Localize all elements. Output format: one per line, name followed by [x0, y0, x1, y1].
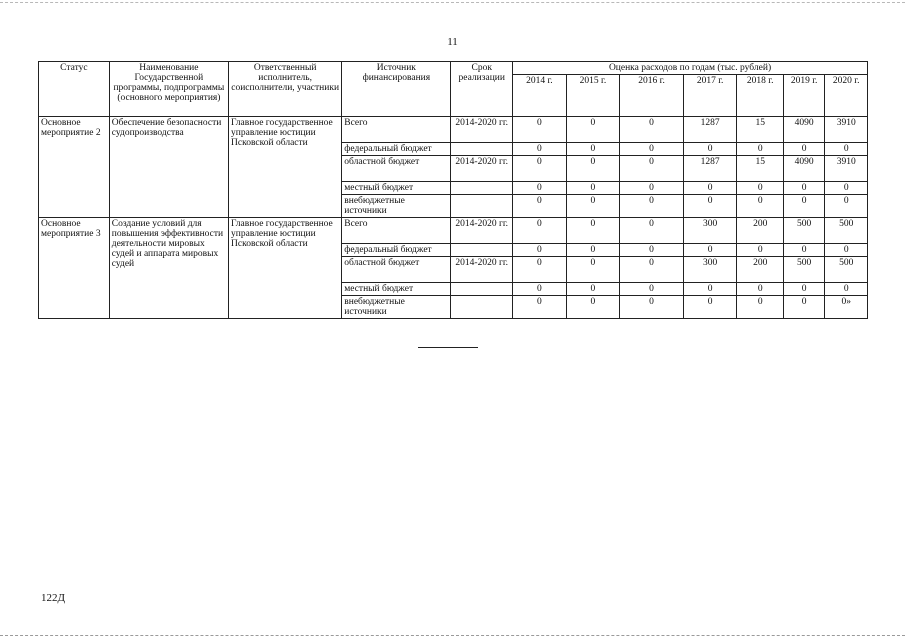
- budget-table: [38, 61, 868, 319]
- value-cell: 0: [566, 143, 620, 156]
- header-year: 2015 г.: [566, 75, 620, 117]
- value-cell: 0: [566, 296, 620, 319]
- measure-name: Создание условий для повышения эффективности деятельности мировых судей и аппарата мировых судей: [109, 218, 228, 319]
- value-cell: 0: [620, 244, 684, 257]
- value-cell: 0: [783, 283, 824, 296]
- separator-line: [418, 347, 478, 348]
- value-cell: 0: [737, 244, 784, 257]
- source-cell: местный бюджет: [342, 283, 451, 296]
- source-cell: Всего: [342, 218, 451, 244]
- value-cell: 0: [620, 117, 684, 143]
- value-cell: 0: [513, 143, 567, 156]
- value-cell: 0: [825, 195, 868, 218]
- value-cell: 15: [737, 156, 784, 182]
- header-estimate: Оценка расходов по годам (тыс. рублей): [513, 62, 868, 75]
- value-cell: 0: [620, 283, 684, 296]
- term-cell: [451, 182, 513, 195]
- page-number: 11: [447, 36, 458, 48]
- header-year: 2018 г.: [737, 75, 784, 117]
- source-cell: федеральный бюджет: [342, 143, 451, 156]
- value-cell: 4090: [783, 156, 824, 182]
- header-status: Статус: [39, 62, 110, 117]
- source-cell: областной бюджет: [342, 156, 451, 182]
- source-cell: внебюджетные источники: [342, 195, 451, 218]
- value-cell: 0: [566, 156, 620, 182]
- value-cell: 0: [566, 218, 620, 244]
- value-cell: 0: [825, 244, 868, 257]
- measure-status: Основное мероприятие 2: [39, 117, 110, 218]
- value-cell: 0: [825, 283, 868, 296]
- source-cell: областной бюджет: [342, 257, 451, 283]
- value-cell: 0: [620, 156, 684, 182]
- value-cell: 500: [783, 218, 824, 244]
- source-cell: Всего: [342, 117, 451, 143]
- term-cell: 2014-2020 гг.: [451, 257, 513, 283]
- value-cell: 0: [737, 195, 784, 218]
- value-cell: 0: [513, 257, 567, 283]
- value-cell: 0: [566, 257, 620, 283]
- table-row: [39, 117, 868, 143]
- header-year: 2020 г.: [825, 75, 868, 117]
- value-cell: 0: [566, 195, 620, 218]
- document-code: 122Д: [41, 592, 66, 604]
- source-cell: местный бюджет: [342, 182, 451, 195]
- value-cell: 0: [783, 143, 824, 156]
- header-source: Источник финансирования: [342, 62, 451, 117]
- value-cell: 15: [737, 117, 784, 143]
- value-cell: 0: [620, 143, 684, 156]
- value-cell: 3910: [825, 117, 868, 143]
- term-cell: 2014-2020 гг.: [451, 117, 513, 143]
- value-cell: 300: [683, 257, 737, 283]
- value-cell: 0: [513, 283, 567, 296]
- value-cell: 200: [737, 257, 784, 283]
- value-cell: 0: [566, 283, 620, 296]
- measure-executor: Главное государственное управление юстиции Псковской области: [229, 218, 342, 319]
- value-cell: 1287: [683, 156, 737, 182]
- header-year: 2014 г.: [513, 75, 567, 117]
- header-year: 2019 г.: [783, 75, 824, 117]
- value-cell: 200: [737, 218, 784, 244]
- term-cell: [451, 195, 513, 218]
- term-cell: [451, 244, 513, 257]
- term-cell: 2014-2020 гг.: [451, 156, 513, 182]
- value-cell: 0: [825, 182, 868, 195]
- value-cell: 0: [683, 195, 737, 218]
- header-year: 2017 г.: [683, 75, 737, 117]
- value-cell: 0: [683, 283, 737, 296]
- value-cell: 0: [513, 156, 567, 182]
- value-cell: 0: [513, 117, 567, 143]
- value-cell: 0: [737, 143, 784, 156]
- value-cell: 0: [566, 117, 620, 143]
- value-cell: 0: [620, 218, 684, 244]
- value-cell: 0»: [825, 296, 868, 319]
- measure-name: Обеспечение безопасности судопроизводства: [109, 117, 228, 218]
- page-edge-top: [0, 2, 905, 3]
- value-cell: 0: [566, 244, 620, 257]
- value-cell: 500: [825, 257, 868, 283]
- table-row: [39, 218, 868, 244]
- header-year: 2016 г.: [620, 75, 684, 117]
- value-cell: 0: [620, 296, 684, 319]
- value-cell: 0: [513, 244, 567, 257]
- value-cell: 0: [620, 182, 684, 195]
- value-cell: 0: [683, 296, 737, 319]
- value-cell: 0: [683, 182, 737, 195]
- value-cell: 300: [683, 218, 737, 244]
- value-cell: 0: [620, 257, 684, 283]
- value-cell: 0: [783, 244, 824, 257]
- value-cell: 0: [566, 182, 620, 195]
- value-cell: 0: [513, 195, 567, 218]
- term-cell: [451, 143, 513, 156]
- value-cell: 0: [683, 143, 737, 156]
- value-cell: 0: [737, 296, 784, 319]
- value-cell: 0: [513, 296, 567, 319]
- value-cell: 0: [783, 296, 824, 319]
- value-cell: 1287: [683, 117, 737, 143]
- value-cell: 0: [783, 195, 824, 218]
- value-cell: 0: [825, 143, 868, 156]
- source-cell: федеральный бюджет: [342, 244, 451, 257]
- page-edge-bottom: [0, 635, 905, 636]
- value-cell: 0: [737, 182, 784, 195]
- header-term: Срок реализации: [451, 62, 513, 117]
- value-cell: 500: [783, 257, 824, 283]
- measure-executor: Главное государственное управление юстиции Псковской области: [229, 117, 342, 218]
- term-cell: 2014-2020 гг.: [451, 218, 513, 244]
- term-cell: [451, 283, 513, 296]
- value-cell: 0: [620, 195, 684, 218]
- source-cell: внебюджетные источники: [342, 296, 451, 319]
- value-cell: 0: [513, 182, 567, 195]
- value-cell: 0: [737, 283, 784, 296]
- header-executor: Ответственный исполнитель, соисполнители, участники: [229, 62, 342, 117]
- value-cell: 500: [825, 218, 868, 244]
- term-cell: [451, 296, 513, 319]
- value-cell: 0: [683, 244, 737, 257]
- value-cell: 0: [513, 218, 567, 244]
- value-cell: 3910: [825, 156, 868, 182]
- measure-status: Основное мероприятие 3: [39, 218, 110, 319]
- value-cell: 0: [783, 182, 824, 195]
- header-name: Наименование Государственной программы, подпрограммы (основного мероприятия): [109, 62, 228, 117]
- value-cell: 4090: [783, 117, 824, 143]
